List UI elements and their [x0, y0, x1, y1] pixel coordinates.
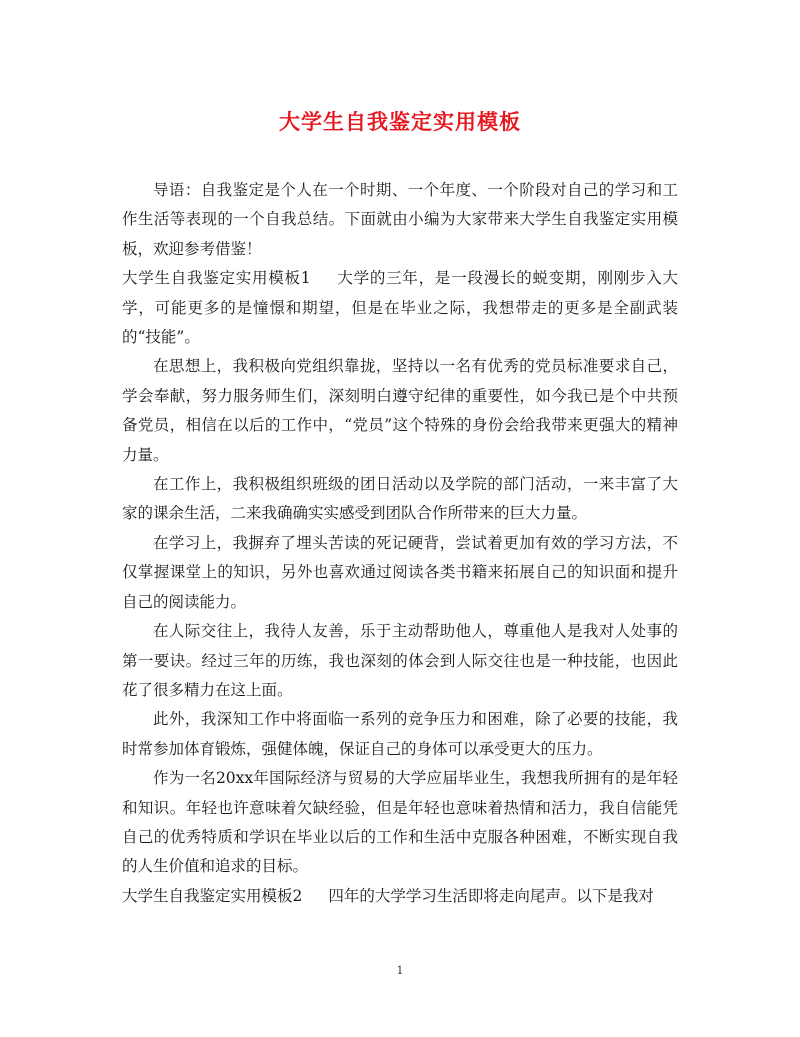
template2-first-paragraph	[122, 882, 678, 911]
paragraph-study: 在学习上，我摒弃了埋头苦读的死记硬背，尝试着更加有效的学习方法，不仅掌握课堂上的知识，另外也喜欢通过阅读各类书籍来拓展自己的知识面和提升自己的阅读能力。	[122, 533, 678, 611]
template1-heading: 大学生自我鉴定实用模板1	[122, 269, 311, 288]
intro-paragraph: 导语：自我鉴定是个人在一个时期、一个年度、一个阶段对自己的学习和工作生活等表现的一个自我总结。下面就由小编为大家带来大学生自我鉴定实用模板，欢迎参考借鉴！	[122, 181, 678, 258]
paragraph-ideology: 在思想上，我积极向党组织靠拢，坚持以一名有优秀的党员标准要求自己，学会奉献，努力服务师生们，深刻明白遵守纪律的重要性，如今我已是个中共预备党员，相信在以后的工作中，“党员”这个特殊的身份会给我带来更强大的精神力量。	[122, 357, 678, 464]
paragraph-interpersonal: 在人际交往上，我待人友善，乐于主动帮助他人，尊重他人是我对人处事的第一要诀。经过三年的历练，我也深刻的体会到人际交往也是一种技能，也因此花了很多精力在这上面。	[122, 622, 678, 699]
document-body	[122, 176, 678, 911]
page-number: 1	[396, 964, 404, 977]
paragraph-fitness: 此外，我深知工作中将面临一系列的竞争压力和困难，除了必要的技能，我时常参加体育锻炼，强健体魄，保证自己的身体可以承受更大的压力。	[122, 710, 678, 758]
template1-first-paragraph	[122, 264, 678, 352]
template2-lead-text: 四年的大学学习生活即将走向尾声。以下是我对	[328, 886, 654, 905]
template2-heading: 大学生自我鉴定实用模板2	[122, 886, 303, 905]
paragraph-work: 在工作上，我积极组织班级的团日活动以及学院的部门活动，一来丰富了大家的课余生活，二来我确确实实感受到团队合作所带来的巨大力量。	[122, 475, 678, 523]
document-title: 大学生自我鉴定实用模板	[279, 109, 521, 134]
template1-lead-text: 大学的三年，是一段漫长的蜕变期，刚刚步入大学，可能更多的是憧憬和期望，但是在毕业之际，我想带走的更多是全副武装的“技能”。	[122, 269, 678, 347]
paragraph-graduate: 作为一名20xx年国际经济与贸易的大学应届毕业生，我想我所拥有的是年轻和知识。年轻也许意味着欠缺经验，但是年轻也意味着热情和活力，我自信能凭自己的优秀特质和学识在毕业以后的工作和生活中克服各种困难，不断实现自我的人生价值和追求的目标。	[122, 769, 678, 876]
